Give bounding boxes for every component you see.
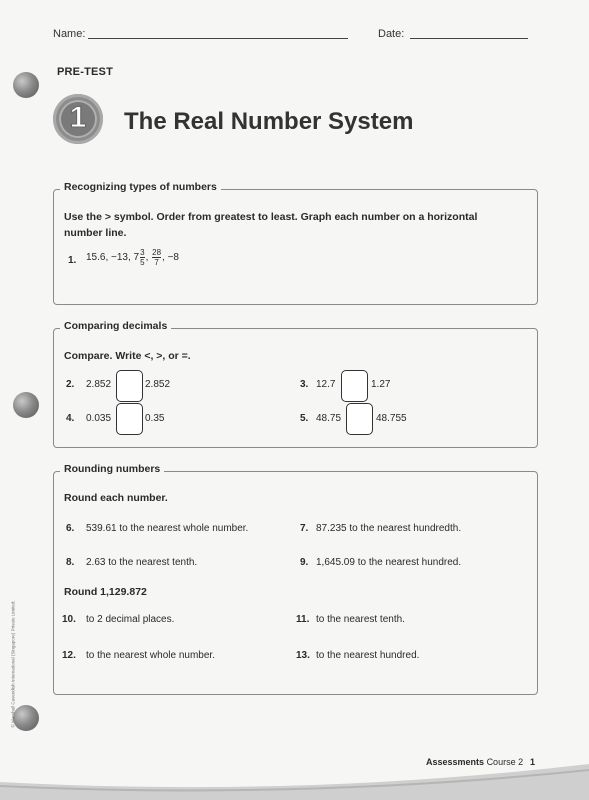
question-text: to the nearest tenth. (316, 614, 405, 625)
section-title-rounding: Rounding numbers (60, 463, 164, 475)
question-number: 6. (66, 523, 75, 534)
page-title: The Real Number System (124, 108, 414, 135)
page-number: 1 (530, 757, 536, 767)
name-label: Name: (53, 28, 86, 40)
answer-box[interactable] (341, 370, 368, 402)
question-1-text: 15.6, −13, 7 $\frac{3}{5}$ , $\frac{28}{7}$ , −8 (86, 248, 179, 267)
compare-left-value: 12.7 (316, 379, 336, 390)
name-line[interactable] (88, 38, 348, 39)
question-text: 539.61 to the nearest whole number. (86, 523, 249, 534)
answer-box[interactable] (116, 403, 143, 435)
answer-box[interactable] (116, 370, 143, 402)
question-text: 87.235 to the nearest hundredth. (316, 523, 462, 534)
question-text: to the nearest whole number. (86, 650, 215, 661)
section-title-comparing: Comparing decimals (60, 320, 171, 332)
question-number: 2. (66, 379, 75, 390)
question-text: 1,645.09 to the nearest hundred. (316, 557, 462, 568)
question-number: 3. (300, 379, 309, 390)
compare-right-value: 1.27 (371, 379, 391, 390)
question-number: 5. (300, 413, 309, 424)
binder-hole (13, 72, 39, 98)
instruction-types: Use the > symbol. Order from greatest to least. Graph each number on a horizontal number line. (64, 211, 478, 239)
instruction-round-each: Round each number. (64, 492, 168, 504)
compare-right-value: 48.755 (376, 413, 407, 424)
binder-hole (13, 705, 39, 731)
question-number: 10. (62, 614, 76, 625)
question-number: 11. (296, 614, 310, 625)
answer-box[interactable] (346, 403, 373, 435)
copyright-note: © Marshall Cavendish International (Singapore) Private Limited. (10, 600, 16, 728)
question-number: 8. (66, 557, 75, 568)
question-number: 7. (300, 523, 309, 534)
question-number: 4. (66, 413, 75, 424)
chapter-number: 1 (69, 101, 87, 134)
date-label: Date: (378, 28, 405, 40)
date-line[interactable] (410, 38, 528, 39)
compare-left-value: 0.035 (86, 413, 112, 424)
chapter-badge (53, 94, 103, 144)
question-number: 1. (68, 255, 77, 266)
pretest-label: PRE-TEST (57, 66, 113, 78)
question-text: to 2 decimal places. (86, 614, 175, 625)
question-number: 9. (300, 557, 309, 568)
section-types (53, 189, 538, 305)
binder-hole (13, 392, 39, 418)
compare-right-value: 0.35 (145, 413, 165, 424)
instruction-comparing: Compare. Write <, >, or =. (64, 350, 191, 362)
compare-right-value: 2.852 (145, 379, 171, 390)
footer-label: Assessments Course 2 (426, 757, 524, 767)
question-number: 13. (296, 650, 310, 661)
compare-left-value: 48.75 (316, 413, 342, 424)
instruction-round-value: Round 1,129.872 (64, 586, 147, 598)
question-number: 12. (62, 650, 76, 661)
section-title-types: Recognizing types of numbers (60, 181, 221, 193)
question-text: 2.63 to the nearest tenth. (86, 557, 198, 568)
question-text: to the nearest hundred. (316, 650, 420, 661)
compare-left-value: 2.852 (86, 379, 112, 390)
